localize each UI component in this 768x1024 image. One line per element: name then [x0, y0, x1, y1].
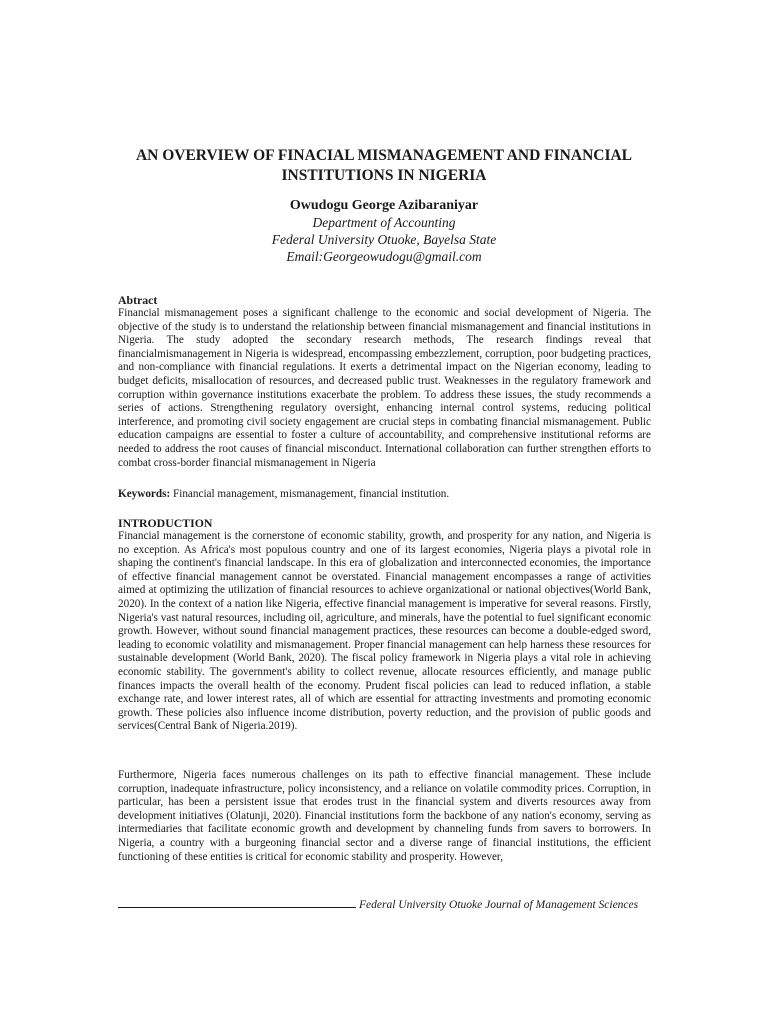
author-university: Federal University Otuoke, Bayelsa State: [271, 232, 497, 247]
keywords-label: Keywords:: [118, 488, 171, 500]
author-name: Owudogu George Azibaraniyar: [289, 198, 479, 213]
introduction-section: [118, 516, 651, 734]
footer-journal: Federal University Otuoke Journal of Management Sciences: [359, 899, 639, 911]
introduction-heading: INTRODUCTION: [118, 516, 213, 530]
keywords-text: Financial management, mismanagement, financial institution.: [170, 488, 450, 500]
paper-title: [100, 146, 668, 186]
author-department: Department of Accounting: [312, 215, 456, 230]
title-line-1: AN OVERVIEW OF FINACIAL MISMANAGEMENT AND FINANCIAL: [135, 147, 633, 164]
introduction-paragraph-1: Financial management is the cornerstone of economic stability, growth, and prosperity for any nation, and Nigeria is no exception. As Africa's most populous country and one of its largest economies, Nigeria plays a pivotal role in shaping the continent's financial landscape. In this era of globalization and interconnected economies, the importance of effective financial management cannot be overstated. Financial management encompasses a range of activities aimed at optimizing the utilization of financial resources to achieve organizational or national objectives(World Bank, 2020). In the context of a nation like Nigeria, effective financial management is imperative for several reasons. Firstly, Nigeria's vast natural resources, including oil, agriculture, and minerals, have the potential to fuel significant economic growth. However, without sound financial management practices, these resources can become a double-edged sword, leading to economic volatility and mismanagement. Proper financial management can help harness these resources for sustainable development (World Bank, 2020). The fiscal policy framework in Nigeria plays a vital role in achieving economic stability. The government's ability to collect revenue, allocate resources efficiently, and manage public finances impacts the overall health of the economy. Prudent fiscal policies can lead to reduced inflation, a stable exchange rate, and lower interest rates, all of which are essential for attracting investments and promoting economic growth. These policies also influence income distribution, poverty reduction, and the provision of public goods and services(Central Bank of Nigeria.2019).: [118, 530, 651, 733]
author-block: [100, 197, 668, 265]
abstract-section: [118, 293, 651, 470]
page-footer: [118, 898, 651, 912]
abstract-heading: Abtract: [118, 293, 158, 307]
author-email: Email:Georgeowudogu@gmail.com: [286, 249, 482, 264]
abstract-text: Financial mismanagement poses a significant challenge to the economic and social development of Nigeria. The objective of the study is to understand the relationship between financial mismanagement and financial institutions in Nigeria. The study adopted the secondary research methods, The research findings reveal that financialmismanagement in Nigeria is widespread, encompassing embezzlement, corruption, poor budgeting practices, and non-compliance with financial regulations. It exerts a detrimental impact on the Nigerian economy, leading to budget deficits, misallocation of resources, and decreased public trust. Weaknesses in the regulatory framework and corruption within governance institutions exacerbate the problem. To address these issues, the study recommends a series of actions. Strengthening regulatory oversight, enhancing internal control systems, reducing political interference, and promoting civil society engagement are crucial steps in combating financial mismanagement. Public education campaigns are essential to foster a culture of accountability, and comprehensive institutional reforms are needed to address the root causes of financial misconduct. International collaboration can further strengthen efforts to combat cross-border financial mismanagement in Nigeria: [118, 307, 651, 469]
title-line-2: INSTITUTIONS IN NIGERIA: [281, 167, 487, 184]
keywords-section: [118, 488, 651, 502]
introduction-paragraph-2: Furthermore, Nigeria faces numerous challenges on its path to effective financial management. These include corruption, inadequate infrastructure, policy inconsistency, and a reliance on volatile commodity prices. Corruption, in particular, has been a persistent issue that erodes trust in the financial system and diverts resources away from development initiatives (Olatunji, 2020). Financial institutions form the backbone of any nation's economy, serving as intermediaries that facilitate economic growth and development by channeling funds from savers to borrowers. In Nigeria, a country with a burgeoning financial sector and a diverse range of financial institutions, the efficient functioning of these entities is critical for economic stability and prosperity. However,: [118, 769, 651, 863]
footer-rule: [118, 907, 356, 908]
